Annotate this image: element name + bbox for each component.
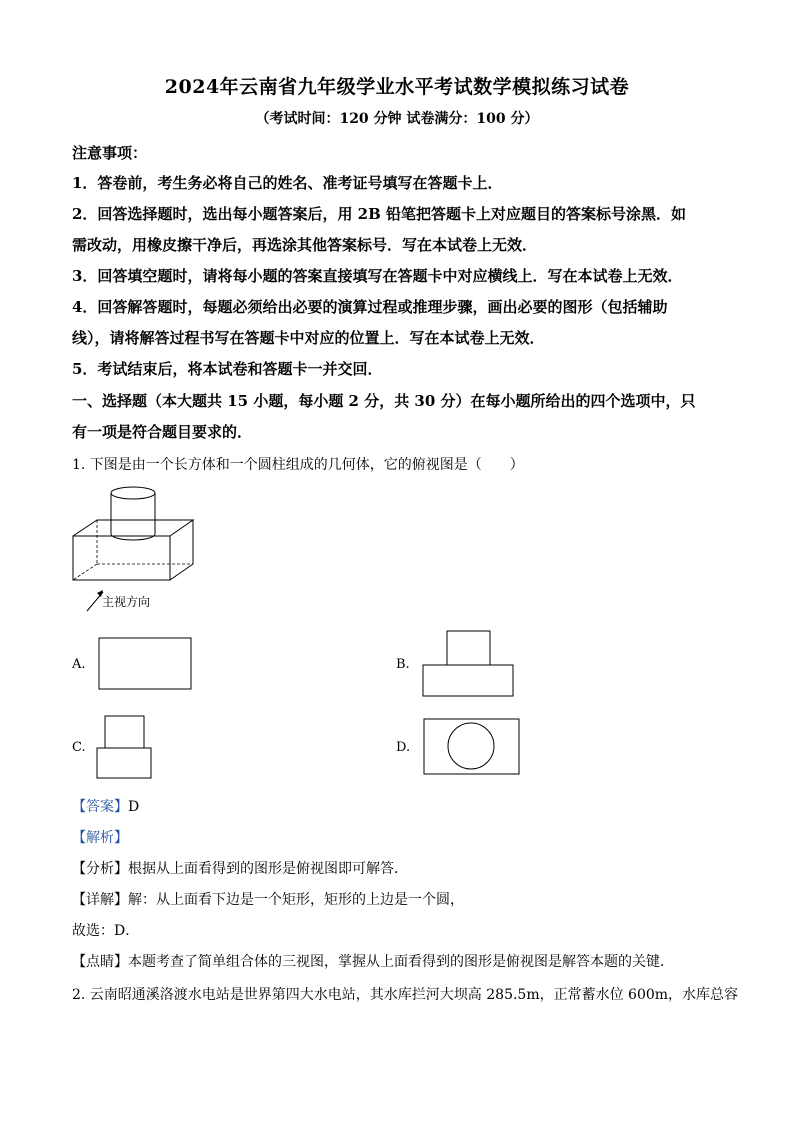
note-item: 2．回答选择题时，选出每小题答案后，用 2B 铅笔把答题卡上对应题目的答案标号涂黑．如 bbox=[72, 205, 687, 223]
note-item: 需改动，用橡皮擦干净后，再选涂其他答案标号．写在本试卷上无效． bbox=[72, 236, 538, 254]
view-direction-label: 主视方向 bbox=[102, 595, 151, 609]
dianjing-line bbox=[72, 951, 674, 971]
fenxi-line bbox=[72, 858, 408, 878]
answer-line bbox=[72, 796, 139, 816]
answer-value: D bbox=[128, 799, 140, 815]
q1-stem: 1. 下图是由一个长方体和一个圆柱组成的几何体，它的俯视图是（ ） bbox=[72, 457, 524, 473]
xiangjie-text: 解：从上面看下边是一个矩形，矩形的上边是一个圆， bbox=[128, 892, 464, 908]
q1-solid-figure bbox=[70, 485, 210, 585]
section1-heading-cont: 有一项是符合题目要求的． bbox=[72, 423, 253, 441]
exam-title: 2024年云南省九年级学业水平考试数学模拟练习试卷 bbox=[164, 76, 630, 98]
option-b-label: B. bbox=[396, 657, 410, 672]
option-a-figure bbox=[98, 637, 194, 691]
exam-subtitle: （考试时间：120 分钟 试卷满分：100 分） bbox=[255, 111, 539, 127]
fenxi-tag: 【分析】 bbox=[72, 861, 128, 877]
note-item: 1．答卷前，考生务必将自己的姓名、准考证号填写在答题卡上． bbox=[72, 174, 503, 192]
section1-heading: 一、选择题（本大题共 15 小题，每小题 2 分，共 30 分）在每小题所给出的四个选项中，只 bbox=[72, 392, 696, 410]
q2-stem: 2. 云南昭通溪洛渡水电站是世界第四大水电站，其水库拦河大坝高 285.5m，正常蓄水位 600m，水库总容 bbox=[72, 987, 739, 1003]
option-a-label: A. bbox=[72, 657, 86, 672]
fenxi-text: 根据从上面看得到的图形是俯视图即可解答． bbox=[128, 861, 408, 877]
option-d-label: D. bbox=[396, 740, 411, 755]
option-b-figure bbox=[422, 630, 516, 698]
note-item: 线），请将解答过程书写在答题卡中对应的位置上．写在本试卷上无效． bbox=[72, 329, 545, 347]
analysis-line bbox=[72, 827, 128, 847]
dianjing-tag: 【点睛】 bbox=[72, 954, 128, 970]
xiangjie-tag: 【详解】 bbox=[72, 892, 128, 908]
answer-tag: 【答案】 bbox=[72, 799, 128, 815]
analysis-tag: 【解析】 bbox=[72, 830, 128, 846]
guxuan-line: 故选：D． bbox=[72, 923, 140, 939]
xiangjie-line bbox=[72, 889, 464, 909]
option-c-label: C. bbox=[72, 740, 86, 755]
notes-heading: 注意事项： bbox=[72, 144, 148, 162]
dianjing-text: 本题考查了简单组合体的三视图，掌握从上面看得到的图形是俯视图是解答本题的关键． bbox=[128, 954, 674, 970]
note-item: 4．回答解答题时，每题必须给出必要的演算过程或推理步骤，画出必要的图形（包括辅助 bbox=[72, 298, 668, 316]
option-c-figure bbox=[96, 715, 154, 781]
note-item: 3．回答填空题时，请将每小题的答案直接填写在答题卡中对应横线上．写在本试卷上无效． bbox=[72, 267, 683, 285]
note-item: 5．考试结束后，将本试卷和答题卡一并交回． bbox=[72, 360, 383, 378]
option-d-figure bbox=[423, 718, 521, 776]
